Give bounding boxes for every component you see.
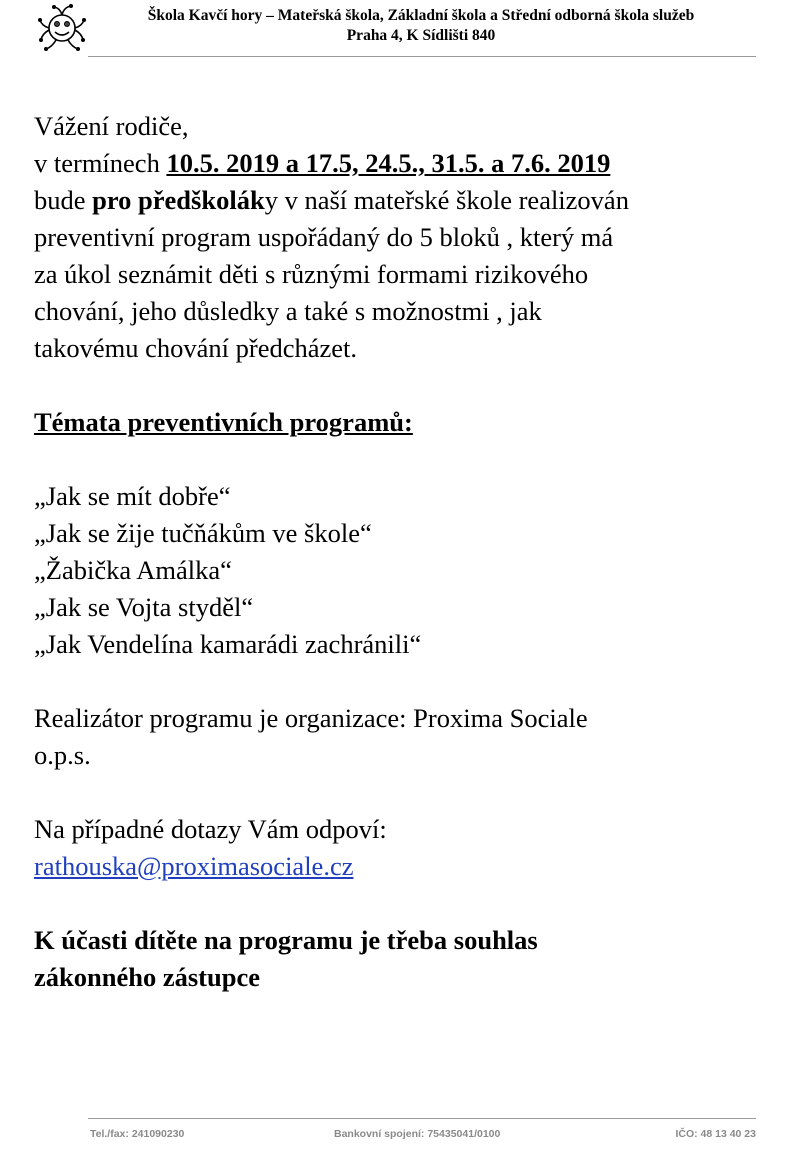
intro-line-6: takovému chování předcházet. — [34, 333, 358, 363]
audience-line — [34, 182, 774, 219]
realizer-line: Realizátor programu je organizace: Proxima Sociale — [34, 703, 588, 733]
contact-email-link[interactable]: rathouska@proximasociale.cz — [34, 851, 354, 881]
consent-notice-line-cont: zákonného zástupce — [34, 962, 261, 992]
audience-prefix: bude — [34, 185, 93, 215]
footer-ico: IČO: 48 13 40 23 — [675, 1128, 756, 1140]
header-divider — [88, 56, 756, 57]
footer-divider — [88, 1118, 756, 1119]
school-address-line: Praha 4, K Sídlišti 840 — [346, 27, 496, 44]
topic-item: „Jak Vendelína kamarádi zachránili“ — [34, 629, 422, 659]
dates-prefix: v termínech — [34, 148, 167, 178]
school-name — [86, 6, 756, 46]
topics-heading: Témata preventivních programů: — [34, 407, 413, 437]
topic-item: „Jak se Vojta styděl“ — [34, 592, 254, 622]
topic-item: „Jak se žije tučňákům ve škole“ — [34, 518, 372, 548]
footer-bank: Bankovní spojení: 75435041/0100 — [334, 1128, 501, 1140]
letterhead — [36, 2, 756, 58]
audience-suffix: y v naší mateřské škole realizován — [264, 185, 629, 215]
school-mascot-logo-icon — [36, 2, 88, 54]
dates-line — [34, 145, 774, 182]
footer-phone: Tel./fax: 241090230 — [90, 1128, 185, 1140]
school-name-line: Škola Kavčí hory – Mateřská škola, Základní škola a Střední odborná škola služeb — [147, 7, 695, 24]
audience-bold: pro předškolák — [92, 185, 265, 215]
realizer-line-cont: o.p.s. — [34, 740, 91, 770]
program-dates: 10.5. 2019 a 17.5, 24.5., 31.5. a 7.6. 2019 — [166, 148, 611, 178]
topic-item: „Jak se mít dobře“ — [34, 481, 231, 511]
intro-line-5: chování, jeho důsledky a také s možnostmi , jak — [34, 296, 542, 326]
intro-line-4: za úkol seznámit děti s různými formami rizikového — [34, 259, 589, 289]
letter-body — [34, 108, 774, 996]
salutation: Vážení rodiče, — [34, 111, 189, 141]
email-line — [34, 848, 774, 885]
intro-line-3: preventivní program uspořádaný do 5 bloků , který má — [34, 222, 614, 252]
topic-item: „Žabička Amálka“ — [34, 555, 232, 585]
contact-line: Na případné dotazy Vám odpoví: — [34, 814, 387, 844]
consent-notice-line: K účasti dítěte na programu je třeba souhlas — [34, 925, 538, 955]
